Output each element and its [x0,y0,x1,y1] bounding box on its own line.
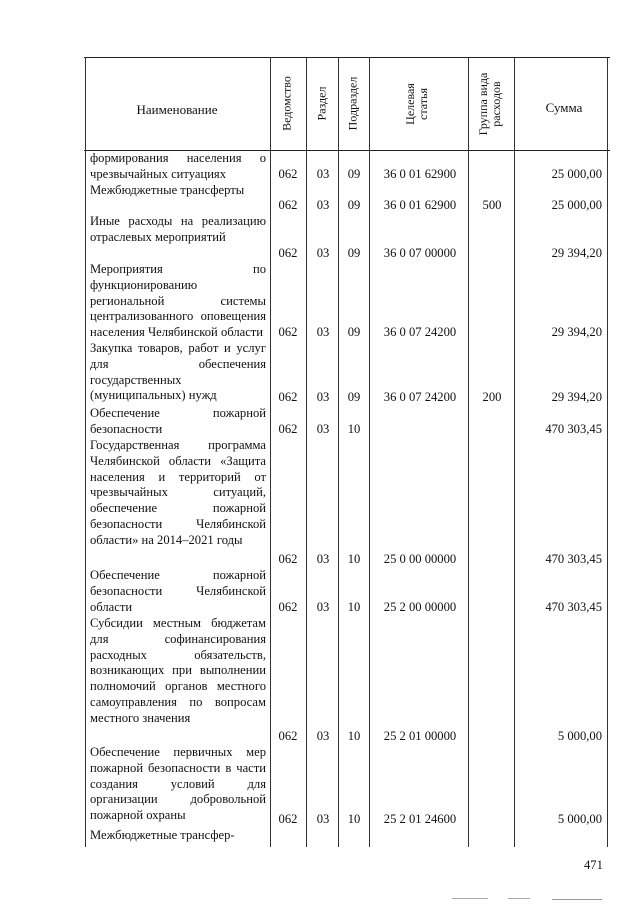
row-razdel: 03 [316,600,330,614]
col-border-name [270,57,271,847]
row-razdel: 03 [316,812,330,826]
row-celevaya: 36 0 01 62900 [383,167,457,181]
col-border-razd [338,57,339,847]
row-razdel: 03 [316,325,330,339]
header-celevaya-line2: статья [416,88,430,120]
scan-mark [508,898,530,899]
col-border-right [607,57,608,847]
row-name: Закупка товаров, работ и услуг для обеспечения государственных (муниципальных) нужд [90,341,266,403]
row-summa: 5 000,00 [557,729,602,743]
row-name: Обеспечение первичных мер пожарной безопасности в части создания условий для организации добровольной пожарной охраны [90,745,266,823]
col-border-gr [514,57,515,847]
header-gruppa [477,56,505,152]
header-vedomstvo: Ведомство [279,76,294,131]
row-summa: 25 000,00 [551,198,602,212]
row-razdel: 03 [316,390,330,404]
row-celevaya: 25 0 00 00000 [383,552,457,566]
scan-mark [452,898,488,899]
row-podrazdel: 09 [347,390,361,404]
header-celevaya-line1: Целевая [403,83,417,125]
row-vedomstvo: 062 [278,325,298,339]
row-razdel: 03 [316,422,330,436]
row-podrazdel: 10 [347,422,361,436]
row-summa: 29 394,20 [551,246,602,260]
row-summa: 29 394,20 [551,390,602,404]
row-vedomstvo: 062 [278,246,298,260]
row-celevaya: 25 2 01 00000 [383,729,457,743]
row-vedomstvo: 062 [278,167,298,181]
row-name: Обеспечение пожарной безопасности [90,406,266,436]
row-name: Мероприятия по функционированию региональной системы централизованного оповещения населения Челябинской области [90,262,266,340]
header-gruppa-line2: расходов [489,81,503,127]
scan-mark [552,899,602,900]
row-name: Субсидии местным бюджетам для софинансирования расходных обязательств, возникающих при выполнении полномочий органов местного самоуправления по вопросам местного значения [90,616,266,725]
row-summa: 470 303,45 [545,422,602,436]
row-name: Иные расходы на реализацию отраслевых мероприятий [90,214,266,244]
col-border-podr [369,57,370,847]
row-podrazdel: 10 [347,729,361,743]
row-celevaya: 36 0 01 62900 [383,198,457,212]
row-name: формирования населения о чрезвычайных ситуациях [90,151,266,181]
row-podrazdel: 10 [347,600,361,614]
row-summa: 470 303,45 [545,600,602,614]
row-razdel: 03 [316,246,330,260]
row-celevaya: 36 0 07 24200 [383,325,457,339]
row-summa: 25 000,00 [551,167,602,181]
row-summa: 5 000,00 [557,812,602,826]
row-razdel: 03 [316,729,330,743]
row-name: Межбюджетные трансферты [90,183,245,197]
row-podrazdel: 09 [347,325,361,339]
row-gruppa: 200 [482,390,502,404]
row-podrazdel: 09 [347,246,361,260]
header-summa: Сумма [545,100,583,115]
row-summa: 29 394,20 [551,325,602,339]
row-podrazdel: 09 [347,198,361,212]
header-podrazdel: Подраздел [345,76,360,131]
row-podrazdel: 10 [347,812,361,826]
header-name: Наименование [136,102,218,117]
col-border-ved [306,57,307,847]
row-name: Обеспечение пожарной безопасности Челябинской области [90,568,266,614]
row-gruppa: 500 [482,198,502,212]
row-razdel: 03 [316,552,330,566]
header-celevaya [404,56,432,152]
row-vedomstvo: 062 [278,812,298,826]
page-number: 471 [584,858,603,872]
col-border-left [85,57,86,847]
row-podrazdel: 10 [347,552,361,566]
row-celevaya: 25 2 01 24600 [383,812,457,826]
row-vedomstvo: 062 [278,552,298,566]
row-podrazdel: 09 [347,167,361,181]
row-celevaya: 36 0 07 24200 [383,390,457,404]
row-razdel: 03 [316,198,330,212]
row-vedomstvo: 062 [278,729,298,743]
row-celevaya: 25 2 00 00000 [383,600,457,614]
row-celevaya: 36 0 07 00000 [383,246,457,260]
row-summa: 470 303,45 [545,552,602,566]
row-vedomstvo: 062 [278,422,298,436]
row-vedomstvo: 062 [278,390,298,404]
header-razdel: Раздел [314,86,329,121]
row-vedomstvo: 062 [278,600,298,614]
row-name: Государственная программа Челябинской области «Защита населения и территорий от чрезвычайных ситуаций, обеспечение пожарной безопасности Челябинской области» на 2014–2021 годы [90,438,266,547]
header-gruppa-line1: Группа вида [476,72,490,136]
row-name: Межбюджетные трансфер- [90,828,235,842]
col-border-cel [468,57,469,847]
row-vedomstvo: 062 [278,198,298,212]
row-razdel: 03 [316,167,330,181]
